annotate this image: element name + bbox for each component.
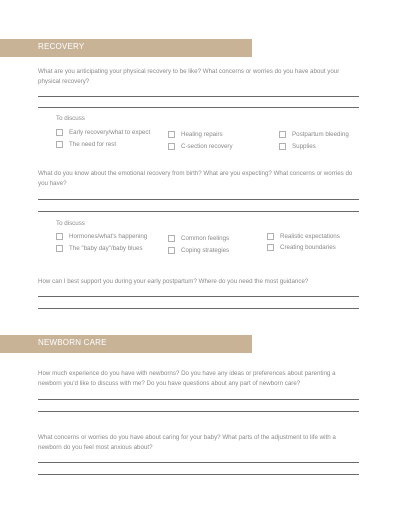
- checkbox-supplies[interactable]: Supplies: [279, 142, 316, 150]
- recovery-heading: RECOVERY: [38, 42, 85, 51]
- checkbox[interactable]: [279, 143, 286, 150]
- checkbox[interactable]: [168, 247, 175, 254]
- checkbox[interactable]: [56, 233, 63, 240]
- checkbox[interactable]: [56, 245, 63, 252]
- postpartum-support-question: How can I best support you during your early postpartum? Where do you need the most guidance?: [38, 278, 309, 285]
- to-discuss-label: To discuss: [56, 220, 85, 227]
- checkbox[interactable]: [168, 131, 175, 138]
- checkbox-baby-blues[interactable]: The "baby day"/baby blues: [56, 244, 143, 252]
- checkbox[interactable]: [56, 141, 63, 148]
- answer-line[interactable]: [38, 308, 359, 309]
- checkbox[interactable]: [168, 235, 175, 242]
- checkbox[interactable]: [168, 143, 175, 150]
- checkbox[interactable]: [279, 131, 286, 138]
- checkbox-early-recovery[interactable]: Early recovery/what to expect: [56, 128, 150, 136]
- checkbox[interactable]: [267, 244, 274, 251]
- answer-line[interactable]: [38, 199, 359, 200]
- physical-recovery-question: What are you anticipating your physical recovery to be like? What concerns or worries do you have about your physical recovery?: [38, 68, 340, 85]
- answer-line[interactable]: [38, 411, 359, 412]
- checkbox-c-section-recovery[interactable]: C-section recovery: [168, 142, 233, 150]
- answer-line[interactable]: [38, 107, 359, 108]
- answer-line[interactable]: [38, 462, 359, 463]
- answer-line[interactable]: [38, 96, 359, 97]
- checkbox-realistic-expectations[interactable]: Realistic expectations: [267, 232, 340, 240]
- newborn-care-heading: NEWBORN CARE: [38, 338, 107, 347]
- recovery-section-banner: [0, 39, 252, 57]
- checkbox-common-feelings[interactable]: Common feelings: [168, 234, 229, 242]
- newborn-care-section-banner: [0, 335, 252, 353]
- checkbox-coping-strategies[interactable]: Coping strategies: [168, 246, 229, 254]
- answer-line[interactable]: [38, 296, 359, 297]
- answer-line[interactable]: [38, 474, 359, 475]
- checkbox-need-for-rest[interactable]: The need for rest: [56, 140, 116, 148]
- checkbox[interactable]: [56, 129, 63, 136]
- answer-line[interactable]: [38, 399, 359, 400]
- checkbox[interactable]: [267, 233, 274, 240]
- checkbox-healing-repairs[interactable]: Healing repairs: [168, 130, 223, 138]
- to-discuss-label: To discuss: [56, 115, 85, 122]
- newborn-concerns-question: What concerns or worries do you have about caring for your baby? What parts of the adjustment to life with a newborn do you feel most anxious about?: [38, 434, 336, 451]
- checkbox-hormones[interactable]: Hormones/what's happening: [56, 232, 147, 240]
- newborn-experience-question: How much experience do you have with newborns? Do you have any ideas or preferences about parenting a newborn you'd like to discuss with me? Do you have questions about any part of newborn care?: [38, 370, 336, 387]
- emotional-recovery-question: What do you know about the emotional recovery from birth? What are you expecting? What concerns or worries do you have?: [38, 170, 353, 187]
- checkbox-postpartum-bleeding[interactable]: Postpartum bleeding: [279, 130, 349, 138]
- checkbox-creating-boundaries[interactable]: Creating boundaries: [267, 243, 336, 251]
- answer-line[interactable]: [38, 211, 359, 212]
